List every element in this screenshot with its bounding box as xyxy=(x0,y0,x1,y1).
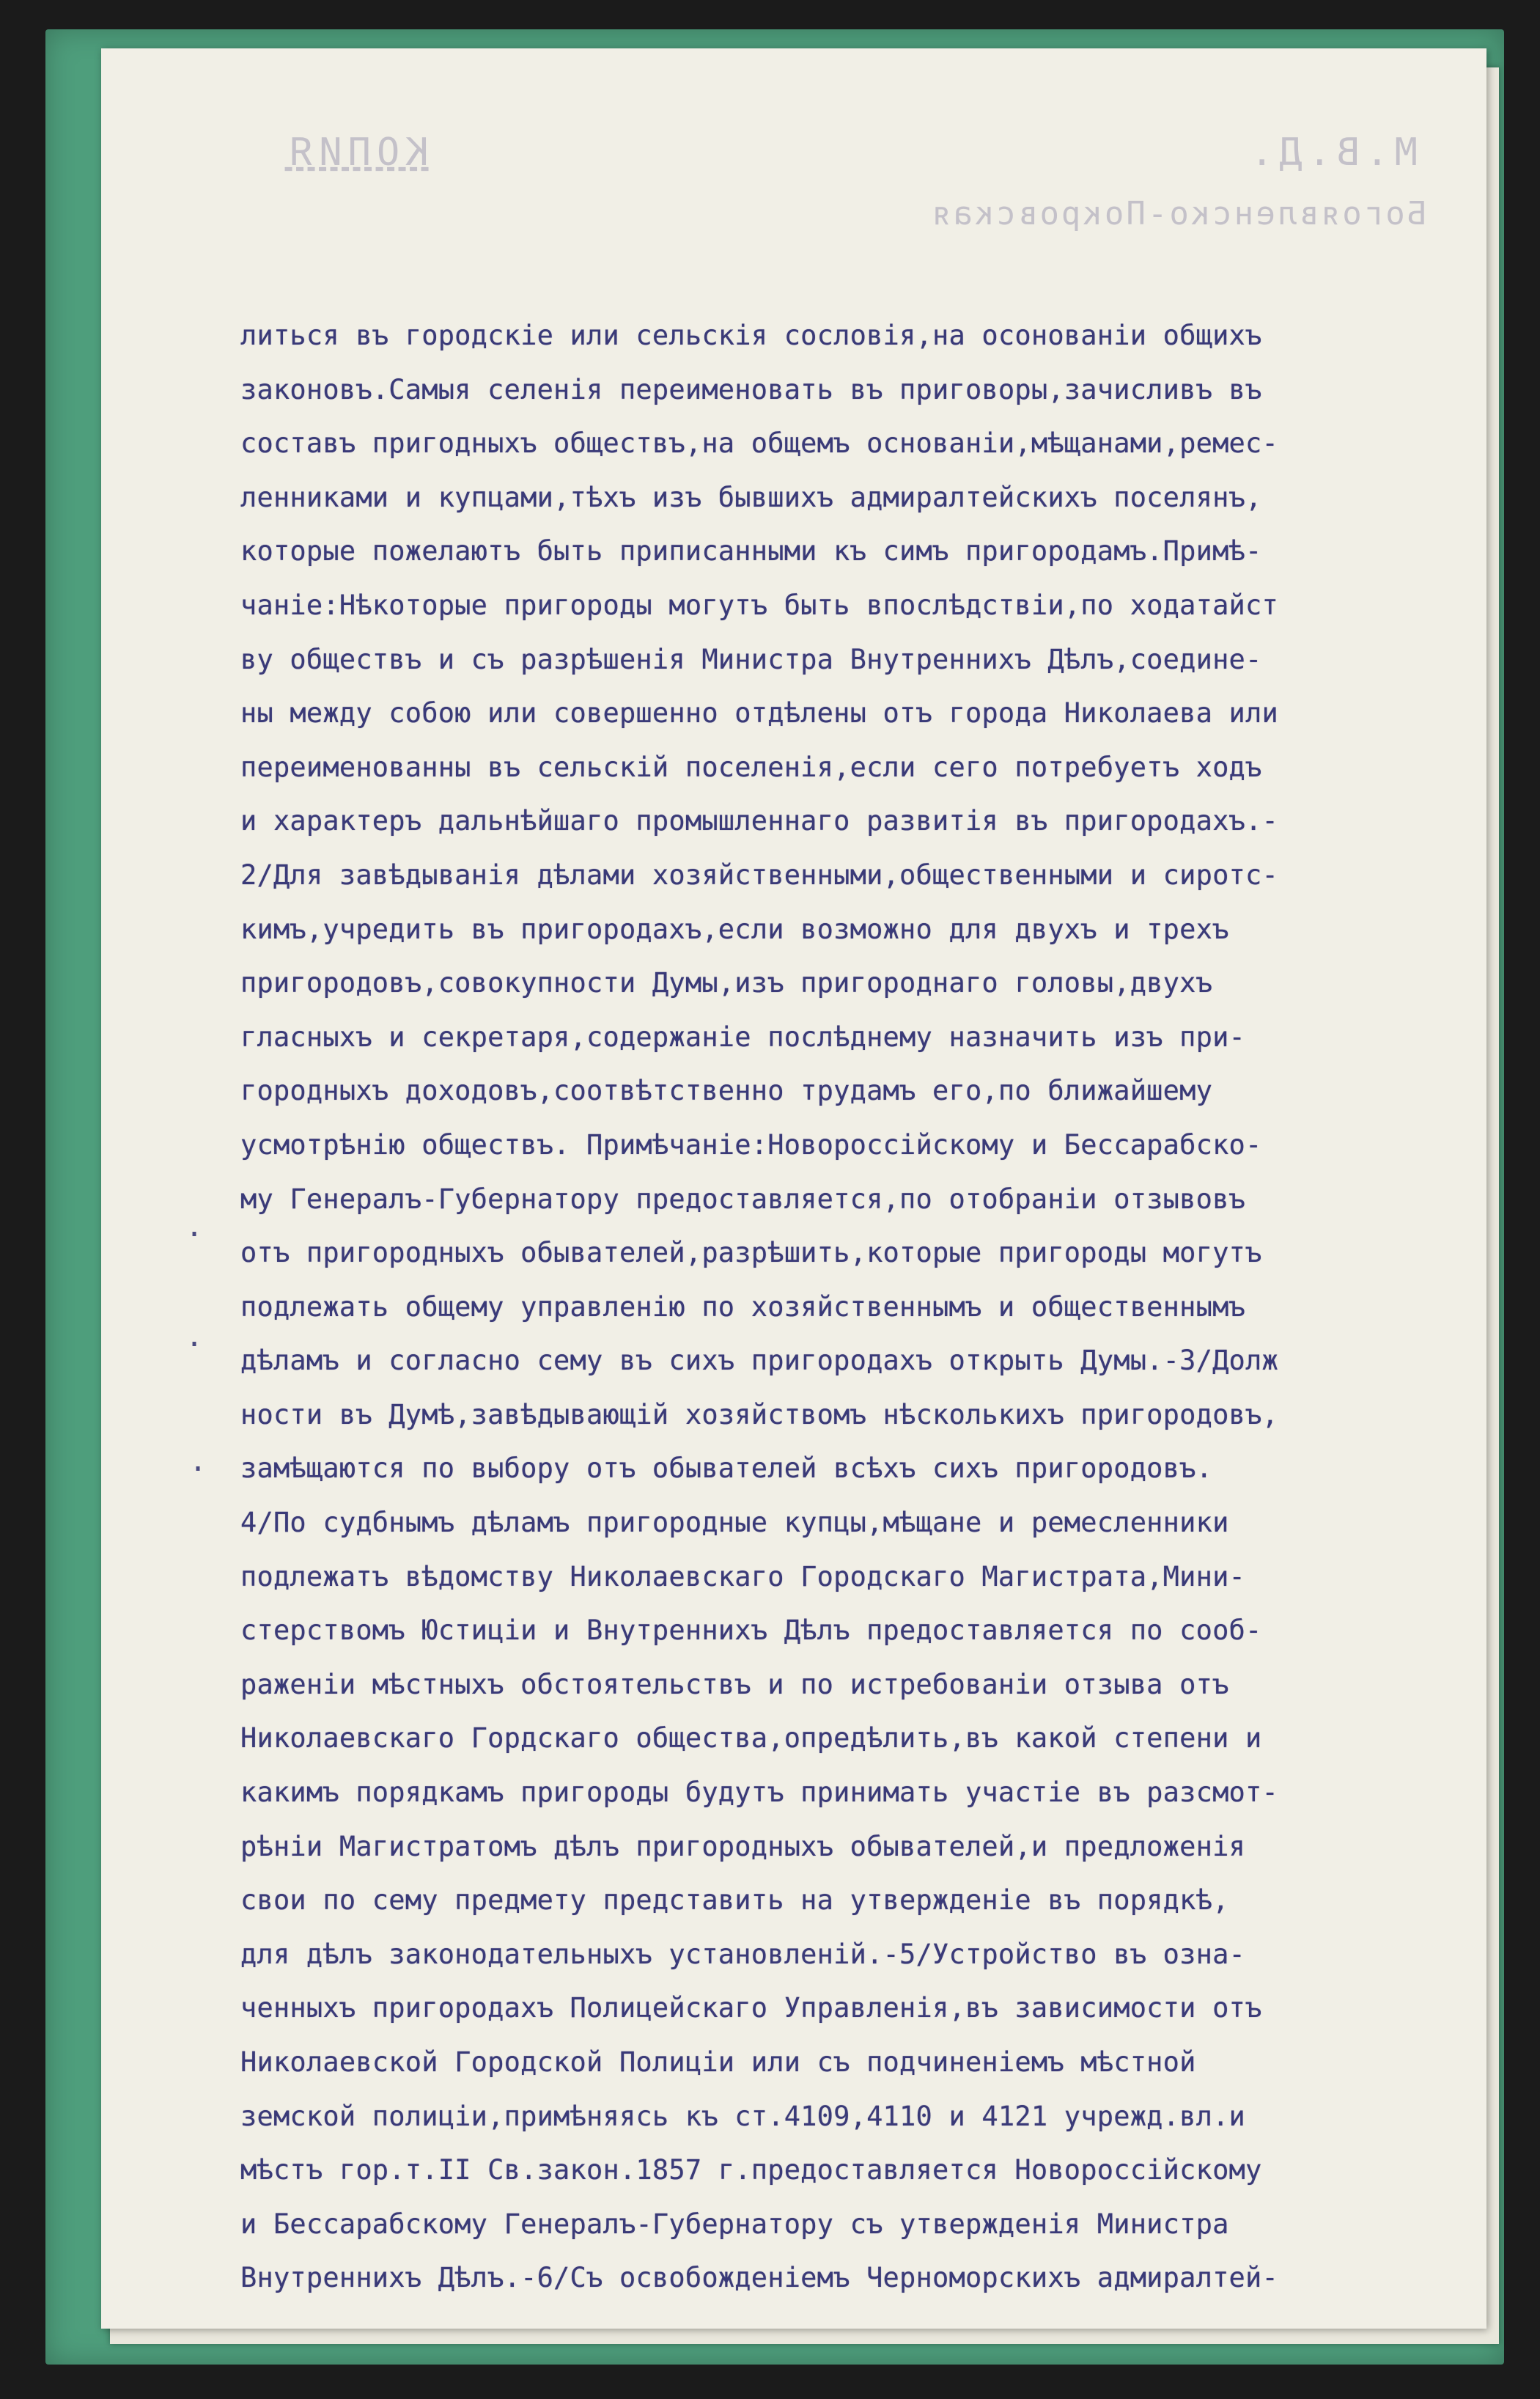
text-line: Николаевскаго Гордскаго общества,опредѣлить,въ какой степени и xyxy=(240,1722,1262,1755)
text-line: земской полиціи,примѣняясь къ ст.4109,4110 и 4121 учрежд.вл.и xyxy=(240,2100,1246,2132)
bleed-through-header-left: КОПИЯ xyxy=(284,131,429,174)
text-line: переименованны въ сельскій поселенія,если сего потребуетъ ходъ xyxy=(240,751,1262,783)
text-line: подлежать общему управленію по хозяйственнымъ и общественнымъ xyxy=(240,1290,1246,1323)
text-line: ности въ Думѣ,завѣдывающій хозяйствомъ нѣсколькихъ пригородовъ, xyxy=(240,1398,1278,1430)
text-line: ленниками и купцами,тѣхъ изъ бывшихъ адмиралтейскихъ поселянъ, xyxy=(240,481,1262,513)
text-line: 4/По судбнымъ дѣламъ пригородные купцы,мѣщане и ремесленники xyxy=(240,1507,1229,1539)
text-line: какимъ порядкамъ пригороды будутъ принимать участіе въ разсмот- xyxy=(240,1777,1278,1809)
text-line: ны между собою или совершенно отдѣлены отъ города Николаева или xyxy=(240,697,1278,730)
text-line: рѣніи Магистратомъ дѣлъ пригородныхъ обывателей,и предложенія xyxy=(240,1830,1246,1862)
bleed-through-header-right: М.В.Д. xyxy=(1245,131,1418,174)
text-line: Николаевской Городской Полиціи или съ подчиненіемъ мѣстной xyxy=(240,2046,1196,2078)
text-line: отъ пригородныхъ обывателей,разрѣшить,которые пригороды могутъ xyxy=(240,1237,1262,1269)
text-line: законовъ.Самыя селенія переименовать въ приговоры,зачисливъ въ xyxy=(240,373,1262,405)
text-line: городныхъ доходовъ,соотвѣтственно трудамъ его,по ближайшему xyxy=(240,1075,1213,1107)
text-line: ву обществъ и съ разрѣшенія Министра Внутреннихъ Дѣлъ,соедине- xyxy=(240,643,1262,675)
text-line: и характеръ дальнѣйшаго промышленнаго развитія въ пригородахъ.- xyxy=(240,805,1278,837)
text-line: му Генералъ-Губернатору предоставляется,по отобраніи отзывовъ xyxy=(240,1183,1246,1215)
typewritten-page xyxy=(101,48,1486,2329)
text-line: мѣстъ гор.т.II Св.закон.1857 г.предоставляется Новороссійскому xyxy=(240,2154,1262,2186)
text-line: дѣламъ и согласно сему въ сихъ пригородахъ открыть Думы.-3/Долж xyxy=(240,1345,1278,1377)
text-line: составъ пригодныхъ обществъ,на общемъ основаніи,мѣщанами,ремес- xyxy=(240,427,1278,460)
text-line: и Бессарабскому Генералъ-Губернатору съ утвержденія Министра xyxy=(240,2208,1229,2240)
text-line: замѣщаются по выбору отъ обывателей всѣхъ сихъ пригородовъ. xyxy=(240,1452,1213,1485)
text-line: кимъ,учредить въ пригородахъ,если возможно для двухъ и трехъ xyxy=(240,913,1229,945)
margin-mark: · xyxy=(185,1218,204,1252)
text-line: чаніе:Нѣкоторые пригороды могутъ быть впослѣдствіи,по ходатайст xyxy=(240,589,1278,621)
text-line: литься въ городскіе или сельскія сословія,на ocoнованіи общихъ xyxy=(240,320,1262,351)
text-line: раженіи мѣстныхъ обстоятельствъ и по истребованіи отзыва отъ xyxy=(240,1668,1229,1700)
text-line: которые пожелаютъ быть приписанными къ симъ пригородамъ.Примѣ- xyxy=(240,535,1262,567)
text-line: стерствомъ Юстиціи и Внутреннихъ Дѣлъ предоставляется по сооб- xyxy=(240,1614,1262,1647)
margin-mark: · xyxy=(185,1328,204,1362)
text-line: пригородовъ,совокупности Думы,изъ пригороднаго головы,двухъ xyxy=(240,967,1213,999)
document-body xyxy=(240,309,1457,2305)
margin-mark: · xyxy=(189,1452,207,1486)
bleed-through-subheading: Богоявленско-Покровская xyxy=(929,195,1427,232)
text-line: ченныхъ пригородахъ Полицейскаго Управленія,въ зависимости отъ xyxy=(240,1992,1262,2024)
text-line: подлежатъ вѣдомству Николаевскаго Городскаго Магистрата,Мини- xyxy=(240,1560,1246,1592)
text-line: свои по сему предмету представить на утвержденіе въ порядкѣ, xyxy=(240,1884,1229,1917)
text-line: гласныхъ и секретаря,содержаніе послѣднему назначить изъ при- xyxy=(240,1021,1246,1053)
text-line: 2/Для завѣдыванія дѣлами хозяйственными,общественными и сиротс- xyxy=(240,859,1278,891)
text-line: Внутреннихъ Дѣлъ.-6/Съ освобожденіемъ Черноморскихъ адмиралтей- xyxy=(240,2262,1278,2294)
text-line: для дѣлъ законодательныхъ установленій.-5/Устройство въ озна- xyxy=(240,1938,1246,1970)
text-line: усмотрѣнію обществъ. Примѣчаніе:Новороссійскому и Бессарабско- xyxy=(240,1128,1262,1161)
